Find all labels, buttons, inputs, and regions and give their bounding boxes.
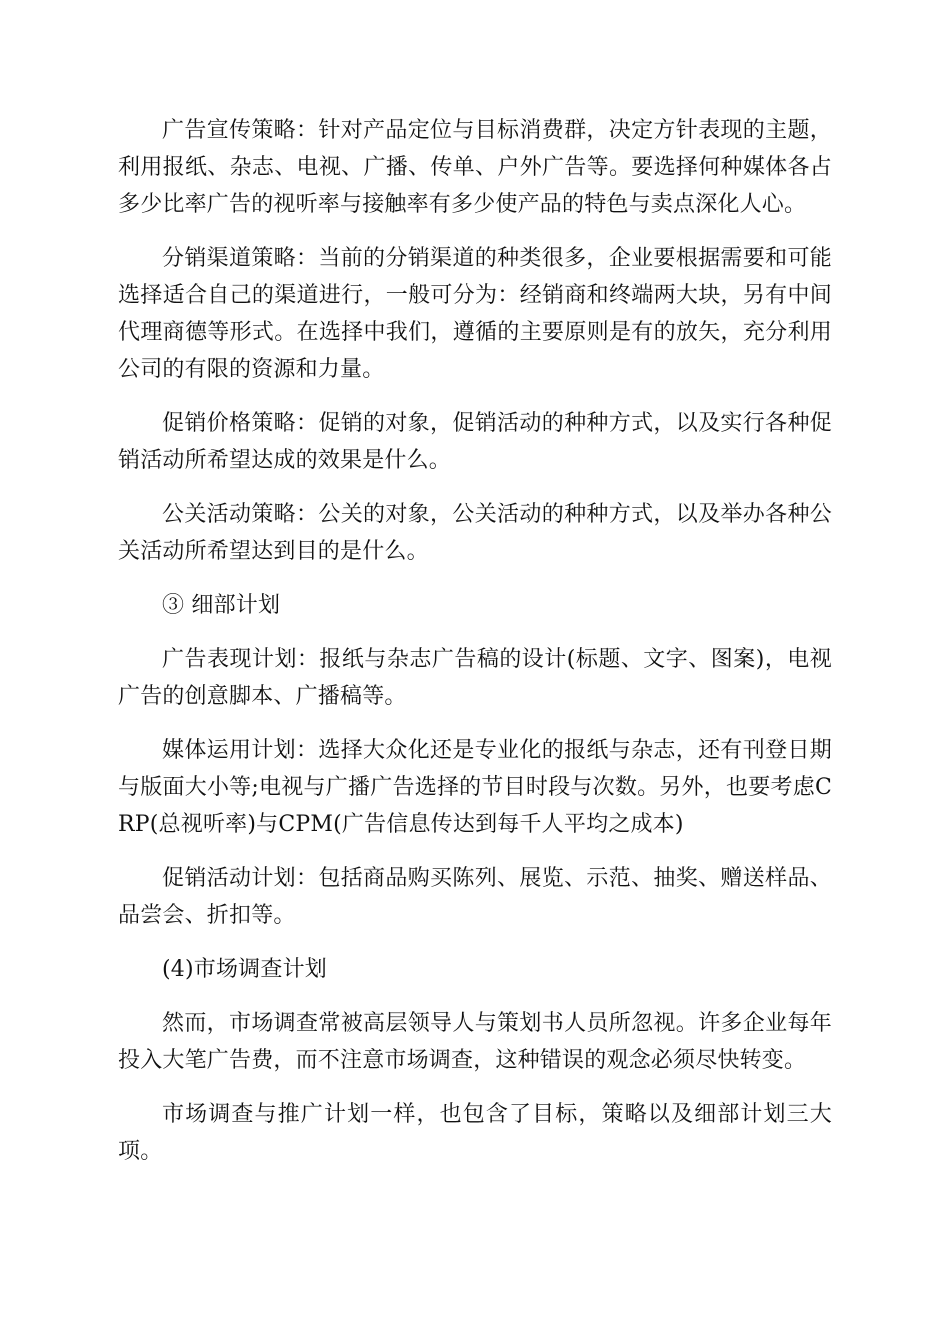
paragraph-market-research-components: 市场调查与推广计划一样，也包含了目标，策略以及细部计划三大项。 bbox=[118, 1102, 832, 1164]
paragraph-distribution-strategy: 分销渠道策略：当前的分销渠道的种类很多，企业要根据需要和可能选择适合自己的渠道进行，一般可分为：经销商和终端两大块，另有中间代理商德等形式。在选择中我们，遵循的主要原则是有的放矢，充分利用公司的有限的资源和力量。 bbox=[118, 246, 832, 382]
paragraph-promotion-activity-plan: 促销活动计划：包括商品购买陈列、展览、示范、抽奖、赠送样品、品尝会、折扣等。 bbox=[118, 866, 832, 928]
paragraph-market-research-neglect: 然而，市场调查常被高层领导人与策划书人员所忽视。许多企业每年投入大笔广告费，而不注意市场调查，这种错误的观念必须尽快转变。 bbox=[118, 1011, 832, 1073]
paragraph-advertising-strategy: 广告宣传策略：针对产品定位与目标消费群，决定方针表现的主题，利用报纸、杂志、电视、广播、传单、户外广告等。要选择何种媒体各占多少比率广告的视听率与接触率有多少使产品的特色与卖点深化人心。 bbox=[118, 118, 832, 217]
heading-market-research-plan: (4)市场调查计划 bbox=[162, 957, 327, 982]
paragraph-promotion-price-strategy: 促销价格策略：促销的对象，促销活动的种种方式，以及实行各种促销活动所希望达成的效果是什么。 bbox=[118, 411, 832, 473]
paragraph-media-plan: 媒体运用计划：选择大众化还是专业化的报纸与杂志，还有刊登日期与版面大小等;电视与广播广告选择的节目时段与次数。另外，也要考虑CRP(总视听率)与CPM(广告信息传达到每千人平均之成本) bbox=[118, 738, 832, 837]
document-page bbox=[118, 112, 832, 1187]
heading-detailed-plan: ③ 细部计划 bbox=[162, 593, 281, 618]
paragraph-pr-strategy: 公关活动策略：公关的对象，公关活动的种种方式，以及举办各种公关活动所希望达到目的是什么。 bbox=[118, 502, 832, 564]
paragraph-ad-expression-plan: 广告表现计划：报纸与杂志广告稿的设计(标题、文字、图案)，电视广告的创意脚本、广播稿等。 bbox=[118, 647, 832, 709]
